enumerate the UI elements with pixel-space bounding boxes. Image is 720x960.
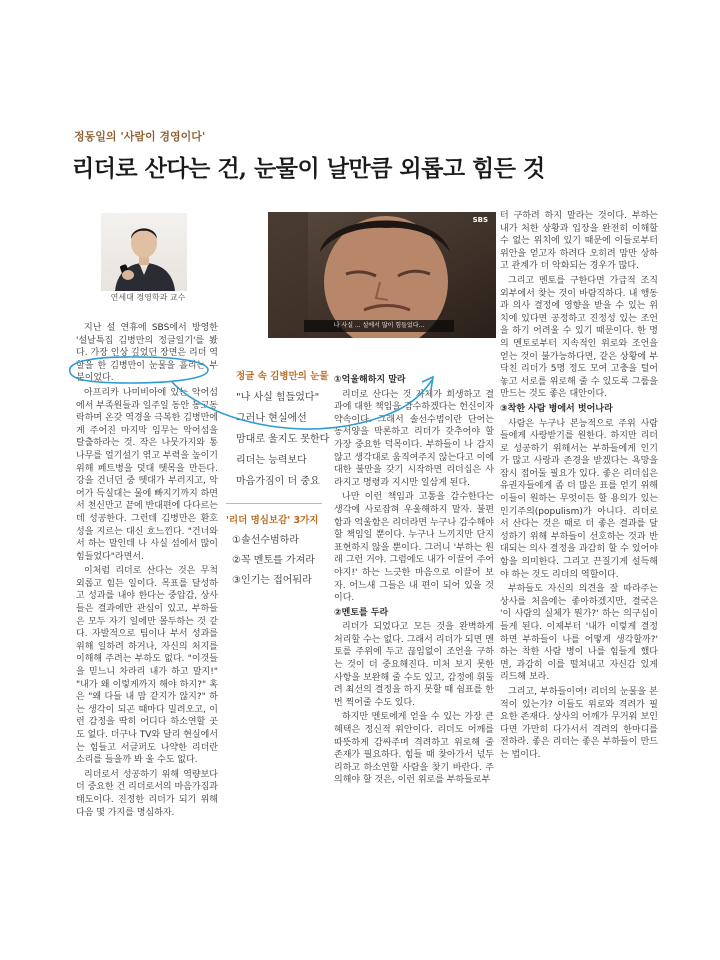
body-paragraph: 지난 설 연휴에 SBS에서 방영한 '설날특집 김병만의 정글일기'를 봤다. 가장 인상 깊었던 장면은 리더 역할을 한 김병만이 눈물을 흘리는 부분이었다.: [76, 323, 218, 384]
pullquote-line: 맘대로 울지도 못한다: [236, 434, 330, 445]
sidebox-item: ②꼭 멘토를 가져라: [232, 555, 315, 566]
body-paragraph: 그리고, 부하들이여! 리더의 눈물을 본 적이 있는가? 이들도 위로와 격려가 필요한 존재다. 상사의 어깨가 무거워 보인다면 가만히 다가서서 격려의 한마디를 전하라. 좋은 리더는 좋은 부하들이 만드는 법이다.: [500, 686, 658, 760]
article-column-2: [334, 372, 494, 789]
body-paragraph: 리더로 산다는 것 자체가 희생하고 결과에 대한 책임을 감수하겠다는 헌신이자 약속이다. 그래서 솔선수범이란 단어는 동서양을 막론하고 리더가 갖추어야 할 가장 중요한 덕목이다. 부하들이 나 감지않고 생각대로 움직여주지 않는다고 이에 대한 불만을 갖기 시작하면 리더십은 사라지고 명령과 지시만 일삼게 된다.: [334, 389, 494, 488]
tv-still-photo: [268, 212, 496, 338]
sidebox-item: ①솔선수범하라: [232, 535, 299, 546]
pullquote-line: 그러나 현실에선: [236, 413, 307, 424]
body-paragraph: 그리고 멘토를 구한다면 가급적 조직 외부에서 찾는 것이 바람직하다. 내 행동과 의사 결정에 영향을 받을 수 있는 위치에 있다면 공정하고 진정성 있는 조언을 하기 어려울 수 있기 때문이다. 한 명의 멘토로부터 지속적인 위로와 조언을 얻는 것이 불가능하다면, 같은 상황에 부닥친 리더가 5명 정도 모여 고충을 털어놓고 서로를 위로해 줄 수 있도록 그룹을 만드는 것도 좋은 대안이다.: [500, 275, 658, 400]
body-paragraph: 사람은 누구나 본능적으로 주위 사람들에게 사랑받기를 원한다. 하지만 리더로 성공하기 위해서는 부하들에게 인기가 많고 사랑과 존경을 받겠다는 욕망을 잠시 접어둘 필요가 있다. 좋은 리더십은 유권자들에게 좀 더 많은 표를 얻기 위해 이들이 원하는 무엇이든 할 용의가 있는 인기주의(populism)가 아니다. 리더로서 산다는 것은 때로 더 좋은 결과를 달성하기 위해 부하들이 선호하는 것과 반대되는 의사 결정을 과감히 할 수 있어야 함을 의미한다. 그리고 끈질기게 설득해야 하는 것도 리더의 역할이다.: [500, 418, 658, 580]
body-paragraph: 아프리카 나미비아에 있는 악어섬에서 부족원들과 일주일 동안 동고동락하며 온갖 역경을 극복한 김병만에게 주어진 마지막 임무는 악어섬을 탈출하라는 것. 작은 나뭇가지와 통나무를 얼기설기 엮고 부력을 높이기 위해 페트병을 덧대 뗏목을 만든다. 강을 건너던 중 뗏대가 부러지고, 악어가 득실대는 물에 빠지기까지 하면서 천신만고 끝에 반대편에 다다르는 데 성공한다. 그런데 김병만은 환호성을 지르는 대신 흐느낀다. "건너와서 하는 말인데 나 사실 섬에서 많이 힘들었다"라면서.: [76, 387, 218, 562]
broadcaster-logo: SBS: [472, 216, 488, 224]
article-column-1: [76, 322, 218, 821]
section-subhead: ③착한 사람 병에서 벗어나라: [500, 403, 613, 414]
column-kicker: 정동일의 '사람이 경영이다': [74, 130, 206, 143]
body-paragraph: 리더로서 성공하기 위해 역량보다 더 중요한 건 리더로서의 마음가짐과 태도이다. 진정한 리더가 되기 위해 다음 몇 가지를 명심하자.: [76, 769, 218, 818]
article-column-3: [500, 210, 658, 764]
pullquote-line: 마음가짐이 더 중요: [236, 476, 320, 487]
section-subhead: ①억울해하지 말라: [334, 375, 406, 385]
body-paragraph: 터 구하려 하지 말라는 것이다. 부하는 내가 처한 상황과 입장을 완전히 이해할 수 없는 위치에 있기 때문에 이들로부터 위안을 얻고자 하려다 오히려 맘만 상하고 관계가 더 악화되는 경우가 많다.: [500, 211, 658, 272]
pullquote-line: "나 사실 힘들었다": [236, 392, 320, 403]
body-paragraph: 부하들도 자신의 의견을 잘 따라주는 상사를 처음에는 좋아하겠지만, 결국은 '이 사람의 실체가 뭔가?' 하는 의구심이 들게 된다. 이제부터 '내가 이렇게 결정하면 부하들이 나를 어떻게 생각할까?' 하는 착한 사람 병이 나를 힘들게 했다면, 과감히 이를 떨쳐내고 자신감 있게 리드해 보라.: [500, 584, 658, 683]
pullquote-title: 정글 속 김병만의 눈물: [236, 371, 329, 382]
author-caption: 연세대 경영학과 교수: [110, 293, 186, 302]
headline: 리더로 산다는 건, 눈물이 날만큼 외롭고 힘든 것: [72, 155, 545, 182]
body-paragraph: 이처럼 리더로 산다는 것은 무척 외롭고 힘든 일이다. 목표를 달성하고 성과를 내야 한다는 중압감, 상사들은 결과에만 관심이 있고, 부하들은 모두 자기 일에만 몰두하는 것 같다. 자발적으로 팀이나 부서 성과를 위해 일하려 하거나, 자신의 처지를 이해해 주려는 부하도 없다. "이것들을 믿느니 차라리 내가 하고 말지!" "내가 왜 이렇게까지 해야 하지?" 혹은 "왜 다들 내 맘 같지가 않지?" 하는 생각이 되곤 때마다 밀려오고, 이런 감정을 딱히 어디다 하소연할 곳도 없다. 더구나 TV와 달리 현실에서는 힘들고 서글퍼도 나약한 리더란 소리를 들을까 봐 울 수도 없다.: [76, 566, 218, 766]
pullquote-line: 리더는 능력보다: [236, 455, 307, 466]
body-paragraph: 리더가 되었다고 모든 것을 완벽하게 처리할 수는 없다. 그래서 리더가 되면 멘토를 주위에 두고 끊임없이 조언을 구하는 것이 더 중요해진다. 미처 보지 못한 사항을 보완해 줄 수도 있고, 감정에 휘둘려 최선의 결정을 하지 못할 때 쉼표를 한 번 찍어줄 수도 있다.: [334, 622, 494, 708]
author-portrait-illustration: [101, 213, 187, 291]
divider: [226, 503, 322, 504]
body-paragraph: 나만 이런 책임과 고통을 감수한다는 생각에 사로잡혀 우울해하지 말자. 불편함과 억울함은 리더라면 누구나 감수해야 할 책임일 뿐이다. 누구나 느끼지만 단지 표현하지 않을 뿐이다. 그러니 '부하는 원래 그런 거야. 그럼에도 내가 이끌어 주어야지!' 하는 느긋한 마음으로 이끌어 보자. 어느새 그들은 내 편이 되어 있을 것이다.: [334, 492, 494, 604]
section-subhead: ②멘토를 두라: [334, 607, 389, 618]
author-photo: [101, 213, 187, 291]
sidebox-item: ③인기는 접어둬라: [232, 575, 312, 586]
tv-subtitle: 나 사실 ... 설에서 많이 힘들었다...: [304, 320, 454, 332]
sidebox-title: '리더 명심보감' 3가지: [226, 515, 319, 526]
body-paragraph: 하지만 멘토에게 얻을 수 있는 가장 큰 혜택은 정신적 위안이다. 리더도 어깨를 따뜻하게 감싸주며 격려하고 위로해 줄 존재가 필요하다. 힘들 때 찾아가서 넋두리하고 하소연할 사람을 찾기 바란다. 주의해야 할 것은, 이런 위로를 부하들로부: [334, 712, 494, 786]
